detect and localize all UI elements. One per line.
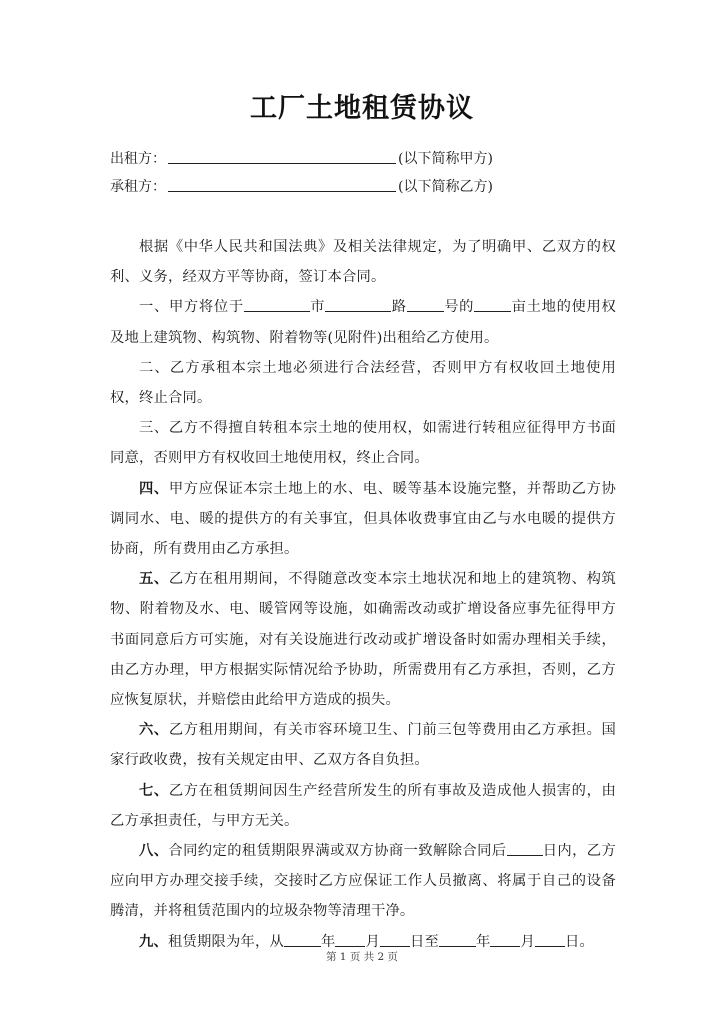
end-year-blank bbox=[439, 931, 476, 947]
clause-5-number: 五、 bbox=[139, 571, 169, 588]
start-year-blank bbox=[284, 931, 321, 947]
clause-1-text-d: 号的 bbox=[443, 299, 475, 316]
clause-1-text-a: 甲方将位于 bbox=[168, 299, 244, 316]
area-blank bbox=[474, 296, 511, 312]
lessor-line bbox=[110, 148, 493, 170]
clause-7-number: 七、 bbox=[139, 782, 169, 799]
clause-1-text-c: 路 bbox=[391, 299, 407, 316]
clause-1 bbox=[110, 292, 616, 352]
clause-9-text-g: 日。 bbox=[564, 933, 594, 950]
clause-9-text-e: 年 bbox=[475, 933, 491, 950]
clause-8-text-b: 日内，乙方应向甲方办理交接手续，交接时乙方应保证工作人员撤离、将属于自己的设备腾清，并将租赁范围内的垃圾杂物等清理干净。 bbox=[110, 843, 616, 920]
contract-body bbox=[110, 232, 616, 957]
document-title: 工厂土地租赁协议 bbox=[250, 93, 474, 124]
clause-8-text-a: 合同约定的租赁期限界满或双方协商一致解除合同后 bbox=[168, 843, 507, 860]
clause-2-text: 乙方承租本宗土地必须进行合法经营，否则甲方有权收回土地使用权，终止合同。 bbox=[110, 359, 617, 407]
clause-6 bbox=[110, 715, 616, 775]
clause-4-text: 甲方应保证本宗土地上的水、电、暖等基本设施完整，并帮助乙方协调同水、电、暖的提供方的有关事宜，但具体收费事宜由乙与水电暖的提供方协商，所有费用由乙方承担。 bbox=[110, 480, 616, 558]
city-blank bbox=[244, 296, 310, 312]
clause-5 bbox=[110, 564, 616, 715]
clause-9-text-f: 月 bbox=[520, 933, 535, 950]
number-blank bbox=[407, 296, 444, 312]
clause-8-number: 八、 bbox=[139, 843, 169, 860]
end-month-blank bbox=[490, 931, 520, 947]
start-day-blank bbox=[380, 931, 410, 947]
clause-2-number: 二、 bbox=[139, 359, 170, 376]
lessee-blank bbox=[168, 176, 396, 192]
lessor-blank bbox=[168, 148, 396, 164]
clause-7 bbox=[110, 776, 616, 836]
clause-9-text-c: 月 bbox=[365, 933, 380, 950]
clause-3 bbox=[110, 413, 616, 473]
clause-5-text: 乙方在租用期间，不得随意改变本宗土地状况和地上的建筑物、构筑物、附着物及水、电、暖管网等设施，如确需改动或扩增设备应事先征得甲方书面同意后方可实施，对有关设施进行改动或扩增设备时如需办理相关手续，由乙方办理，甲方根据实际情况给予协助，所需费用有乙方承担，否则，乙方应恢复原状，并赔偿由此给甲方造成的损失。 bbox=[110, 571, 616, 709]
clause-7-text: 乙方在租赁期间因生产经营所发生的所有事故及造成他人损害的，由乙方承担责任，与甲方无关。 bbox=[110, 782, 616, 829]
lessor-note: (以下简称甲方) bbox=[398, 151, 493, 167]
end-day-blank bbox=[535, 931, 565, 947]
clause-1-text-b: 市 bbox=[309, 299, 326, 316]
clause-2 bbox=[110, 353, 616, 413]
clause-9-text-d: 日至 bbox=[409, 933, 439, 950]
clause-3-number: 三、 bbox=[139, 420, 169, 437]
lessee-note: (以下简称乙方) bbox=[398, 179, 493, 195]
clause-6-text: 乙方租用期间，有关市容环境卫生、门前三包等费用由乙方承担。国家行政收费，按有关规定由甲、乙双方各自负担。 bbox=[110, 722, 616, 769]
road-blank bbox=[325, 296, 391, 312]
clause-8 bbox=[110, 836, 616, 927]
lessor-label: 出租方： bbox=[110, 151, 166, 167]
clause-1-number: 一、 bbox=[139, 299, 169, 316]
clause-6-number: 六、 bbox=[139, 722, 169, 739]
start-month-blank bbox=[335, 931, 365, 947]
intro-paragraph: 根据《中华人民共和国法典》及相关法律规定，为了明确甲、乙双方的权利、义务，经双方平等协商，签订本合同。 bbox=[110, 239, 616, 286]
page-footer: 第 1 页 共 2 页 bbox=[325, 951, 399, 963]
clause-9-text-b: 年 bbox=[320, 933, 336, 950]
clause-4-number: 四、 bbox=[139, 480, 169, 497]
clause-4 bbox=[110, 474, 616, 565]
clause-9-number: 九、 bbox=[139, 933, 168, 950]
days-blank bbox=[507, 840, 543, 856]
lessee-label: 承租方： bbox=[110, 179, 166, 195]
clause-9-text-a: 租赁期限为年，从 bbox=[168, 933, 284, 950]
clause-1-text-e: 亩土地的使用权及地上建筑物、构筑物、附着物等(见附件)出租给乙方使用。 bbox=[110, 299, 616, 346]
clause-3-text: 乙方不得擅自转租本宗土地的使用权，如需进行转租应征得甲方书面同意，否则甲方有权收回土地使用权，终止合同。 bbox=[110, 420, 616, 467]
lessee-line bbox=[110, 176, 493, 198]
